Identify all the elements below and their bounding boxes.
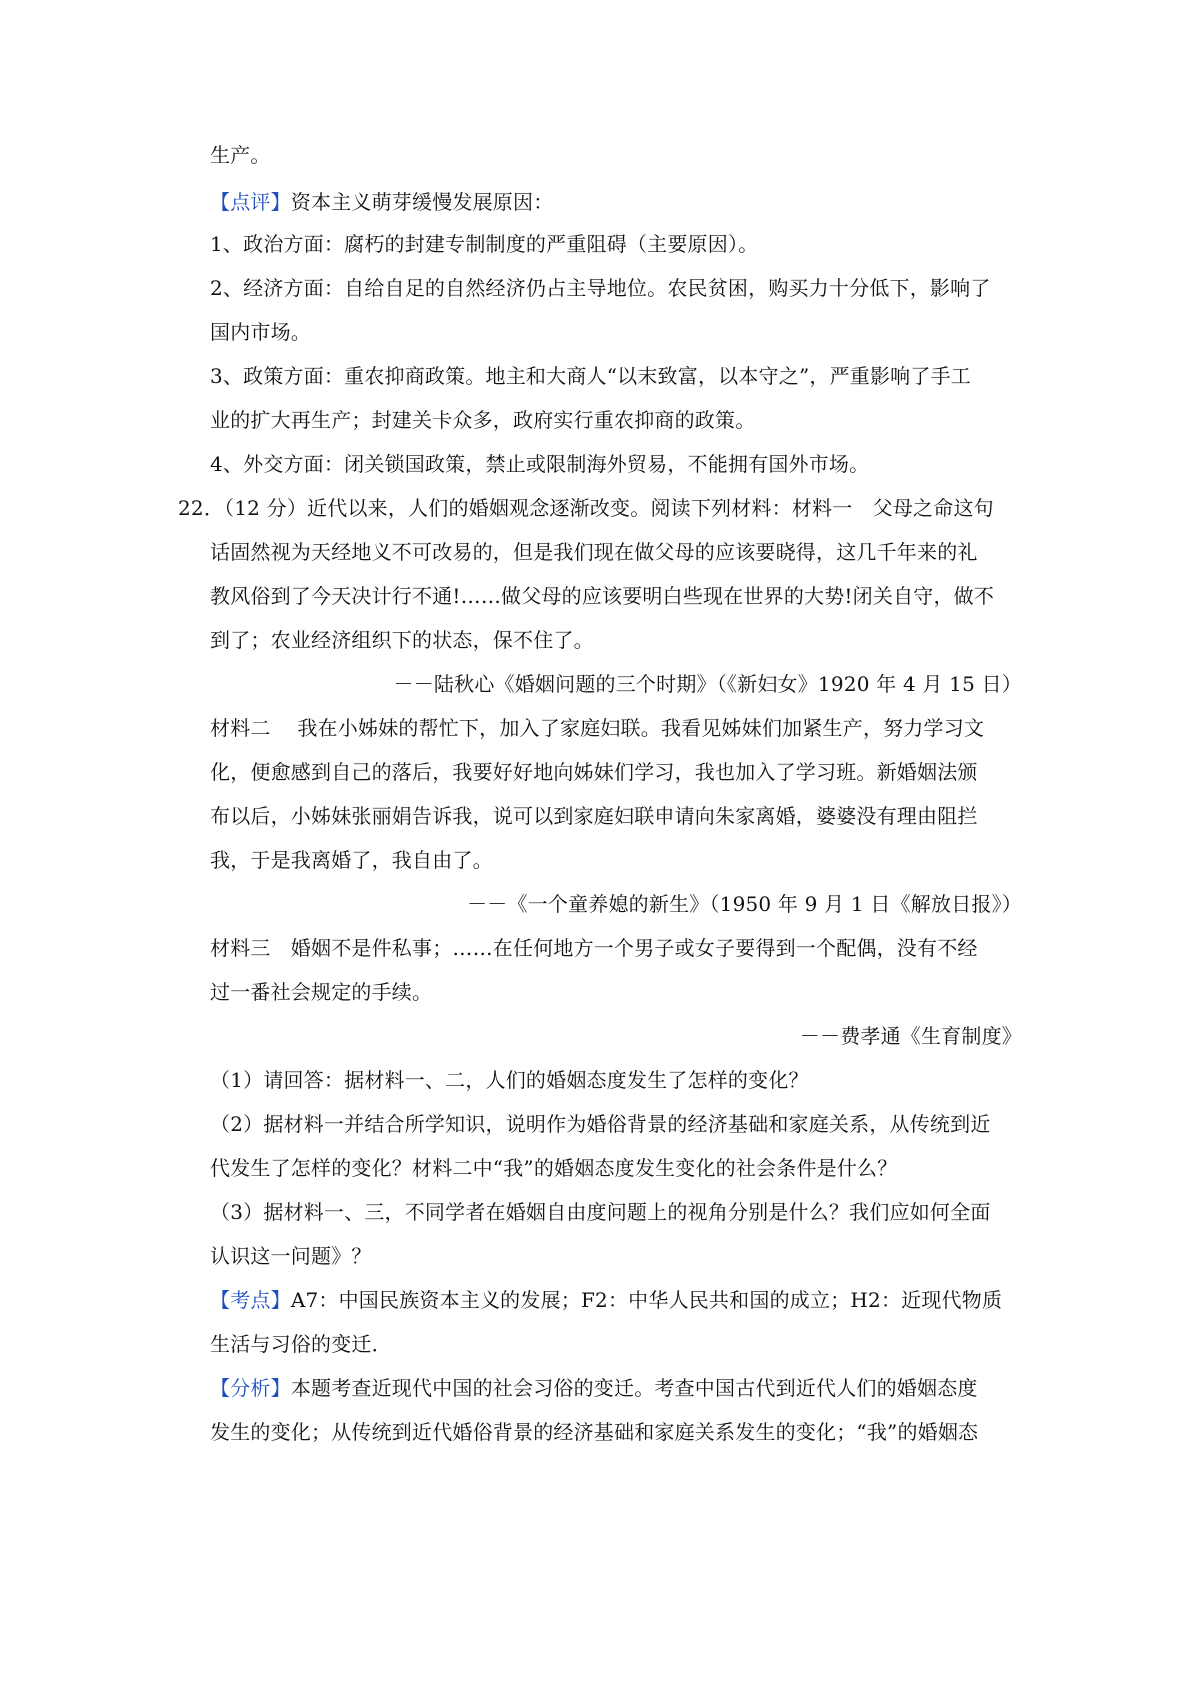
text-span: 本题考查近现代中国的社会习俗的变迁。考查中国古代到近代人们的婚姻态度 xyxy=(290,1376,978,1400)
question-22-line xyxy=(178,493,998,523)
text-line xyxy=(210,713,1030,743)
comment-line xyxy=(210,187,1030,217)
text-line xyxy=(210,581,1030,611)
analysis-tag: 【分析】 xyxy=(210,1376,291,1400)
text-span: （2）据材料一并结合所学知识，说明作为婚俗背景的经济基础和家庭关系，从传统到近 xyxy=(210,1112,991,1136)
text-span: 话固然视为天经地义不可改易的，但是我们现在做父母的应该要晓得，这几千年来的礼 xyxy=(210,540,978,564)
text-line xyxy=(210,361,1030,391)
text-line xyxy=(210,933,1030,963)
text-span: 3、政策方面：重农抑商政策。地主和大商人“以末致富，以本守之”，严重影响了手工 xyxy=(210,364,971,388)
text-span: 生活与习俗的变迁． xyxy=(210,1332,392,1356)
key-point-tag: 【考点】 xyxy=(210,1288,291,1312)
text-line xyxy=(210,977,1030,1007)
text-span: 材料二 我在小姊妹的帮忙下，加入了家庭妇联。我看见姊妹们加紧生产，努力学习文 xyxy=(210,716,985,740)
text-span: （3）据材料一、三，不同学者在婚姻自由度问题上的视角分别是什么？我们应如何全面 xyxy=(210,1200,991,1224)
text-span: 我，于是我离婚了，我自由了。 xyxy=(210,848,493,872)
source-citation xyxy=(210,669,1022,699)
text-span: 到了；农业经济组织下的状态，保不住了。 xyxy=(210,628,594,652)
comment-tag: 【点评】 xyxy=(210,190,291,214)
text-line xyxy=(210,1329,1030,1359)
text-span: （1）请回答：据材料一、二，人们的婚姻态度发生了怎样的变化？ xyxy=(210,1068,809,1092)
text-span: 认识这一问题》？ xyxy=(210,1244,372,1268)
text-line xyxy=(210,757,1030,787)
text-span: 过一番社会规定的手续。 xyxy=(210,980,433,1004)
text-span: 生产。 xyxy=(210,143,271,167)
text-line xyxy=(210,537,1030,567)
text-line xyxy=(210,1241,1030,1271)
sub-question-line xyxy=(210,1065,1030,1095)
text-line xyxy=(210,229,1030,259)
text-span: 资本主义萌芽缓慢发展原因： xyxy=(290,190,554,214)
text-line xyxy=(210,140,1030,170)
text-line xyxy=(210,801,1030,831)
key-point-line xyxy=(210,1285,1030,1315)
text-line xyxy=(210,845,1030,875)
text-line xyxy=(210,1153,1030,1183)
text-span: 22．（12 分）近代以来，人们的婚姻观念逐渐改变。阅读下列材料：材料一 父母之命这句 xyxy=(178,496,994,520)
sub-question-line xyxy=(210,1109,1030,1139)
text-span: －－《一个童养媳的新生》（1950 年 9 月 1 日《解放日报》） xyxy=(467,892,1022,916)
text-span: 2、经济方面：自给自足的自然经济仍占主导地位。农民贫困，购买力十分低下，影响了 xyxy=(210,276,991,300)
text-span: －－费孝通《生育制度》 xyxy=(799,1024,1022,1048)
text-span: 业的扩大再生产；封建关卡众多，政府实行重农抑商的政策。 xyxy=(210,408,756,432)
text-span: 4、外交方面：闭关锁国政策，禁止或限制海外贸易，不能拥有国外市场。 xyxy=(210,452,870,476)
text-span: A7：中国民族资本主义的发展；F2：中华人民共和国的成立；H2：近现代物质 xyxy=(290,1288,1003,1312)
text-line xyxy=(210,273,1030,303)
text-line xyxy=(210,405,1030,435)
text-span: 材料三 婚姻不是件私事；……在任何地方一个男子或女子要得到一个配偶，没有不经 xyxy=(210,936,978,960)
text-line xyxy=(210,625,1030,655)
source-citation xyxy=(210,1021,1022,1051)
text-span: 教风俗到了今天决计行不通!……做父母的应该要明白些现在世界的大势!闭关自守，做不 xyxy=(210,584,995,608)
text-span: 布以后，小姊妹张丽娟告诉我，说可以到家庭妇联申请向朱家离婚，婆婆没有理由阻拦 xyxy=(210,804,978,828)
text-span: 国内市场。 xyxy=(210,320,311,344)
analysis-line xyxy=(210,1373,1030,1403)
text-span: 化，便愈感到自己的落后，我要好好地向姊妹们学习，我也加入了学习班。新婚姻法颁 xyxy=(210,760,978,784)
text-span: 代发生了怎样的变化？材料二中“我”的婚姻态度发生变化的社会条件是什么？ xyxy=(210,1156,898,1180)
text-line xyxy=(210,449,1030,479)
text-span: 发生的变化；从传统到近代婚俗背景的经济基础和家庭关系发生的变化；“我”的婚姻态 xyxy=(210,1420,979,1444)
text-span: －－陆秋心《婚姻问题的三个时期》（《新妇女》1920 年 4 月 15 日） xyxy=(393,672,1022,696)
text-line xyxy=(210,1417,1030,1447)
source-citation xyxy=(210,889,1022,919)
text-line xyxy=(210,317,1030,347)
sub-question-line xyxy=(210,1197,1030,1227)
text-span: 1、政治方面：腐朽的封建专制制度的严重阻碍（主要原因）。 xyxy=(210,232,759,256)
